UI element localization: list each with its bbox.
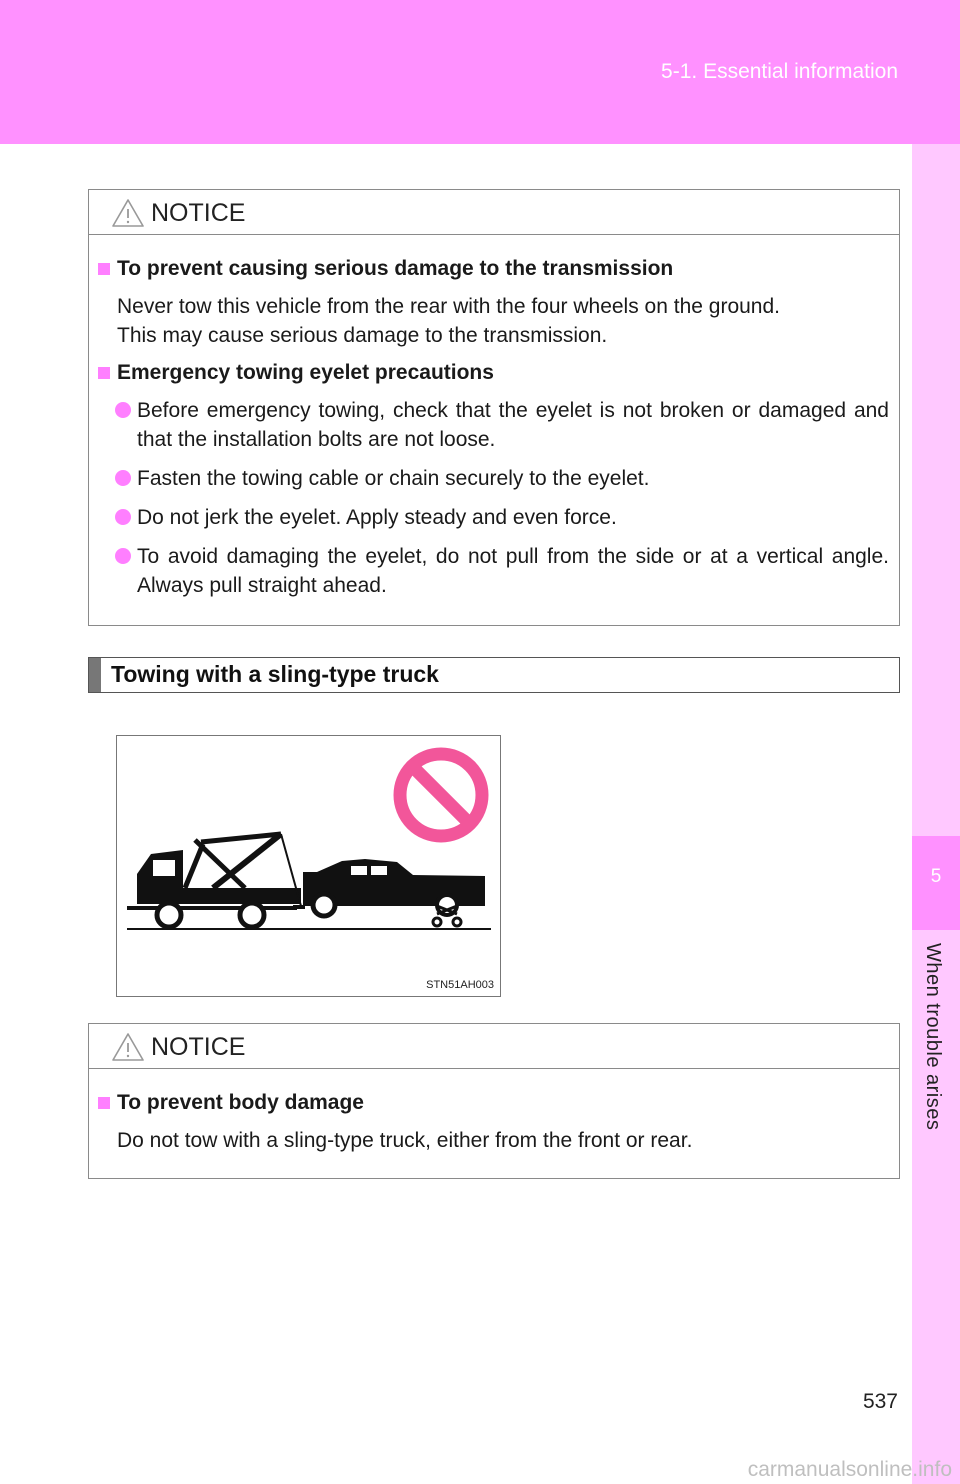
heading-text: To prevent body damage: [117, 1091, 364, 1114]
side-strip: [912, 144, 960, 1484]
chapter-number: 5: [930, 866, 942, 887]
tow-truck-icon: [127, 834, 305, 927]
chapter-tab[interactable]: [912, 836, 960, 930]
page-header: [0, 0, 960, 144]
section-title: Towing with a sling-type truck: [111, 661, 439, 687]
page-number: 537: [862, 1390, 898, 1413]
notice-title: NOTICE: [151, 199, 246, 227]
list-item-text: Before emergency towing, check that the eyelet is not broken or damaged and that the installation bolts are not loose.: [137, 399, 889, 451]
towing-illustration: [116, 735, 501, 997]
list-item: [89, 542, 899, 600]
paragraph: [89, 292, 899, 350]
round-bullet-icon: [115, 402, 131, 418]
notice-title: NOTICE: [151, 1033, 246, 1061]
paragraph: Do not tow with a sling-type truck, either from the front or rear.: [117, 1129, 693, 1152]
heading-text: To prevent causing serious damage to the transmission: [117, 257, 674, 280]
list-item: [89, 464, 899, 493]
section-header-title: 5-1. Essential information: [661, 60, 898, 83]
list-item: [89, 503, 899, 532]
heading-text: Emergency towing eyelet precautions: [117, 361, 494, 384]
notice-item-heading: [89, 253, 899, 285]
round-bullet-icon: [115, 470, 131, 486]
square-bullet-icon: [98, 263, 110, 275]
paragraph-line: Never tow this vehicle from the rear with the four wheels on the ground.: [117, 295, 780, 318]
round-bullet-icon: [115, 548, 131, 564]
tow-truck-illustration: [117, 736, 500, 996]
notice-box-transmission: [88, 189, 900, 626]
notice-header: [89, 190, 899, 235]
warning-triangle-icon: [111, 1032, 145, 1062]
square-bullet-icon: [98, 1097, 110, 1109]
notice-box-body-damage: [88, 1023, 900, 1179]
pickup-truck-icon: [303, 859, 485, 926]
notice-header: [89, 1024, 899, 1069]
paragraph-line: This may cause serious damage to the transmission.: [117, 324, 608, 347]
square-bullet-icon: [98, 367, 110, 379]
notice-item-heading: [89, 1087, 899, 1119]
list-item-text: Fasten the towing cable or chain securely to the eyelet.: [137, 467, 650, 490]
prohibited-icon: [400, 754, 482, 836]
list-item: [89, 396, 899, 454]
round-bullet-icon: [115, 509, 131, 525]
notice-item-heading: [89, 357, 899, 389]
list-item-text: To avoid damaging the eyelet, do not pull from the side or at a vertical angle. Always pull straight ahead.: [137, 545, 889, 597]
warning-triangle-icon: [111, 198, 145, 228]
chapter-label: When trouble arises: [922, 943, 944, 1131]
section-heading-bar: [88, 657, 900, 693]
section-accent: [89, 658, 101, 692]
figure-code: STN51AH003: [426, 979, 494, 991]
watermark: carmanualsonline.info: [747, 1458, 952, 1481]
list-item-text: Do not jerk the eyelet. Apply steady and even force.: [137, 506, 617, 529]
